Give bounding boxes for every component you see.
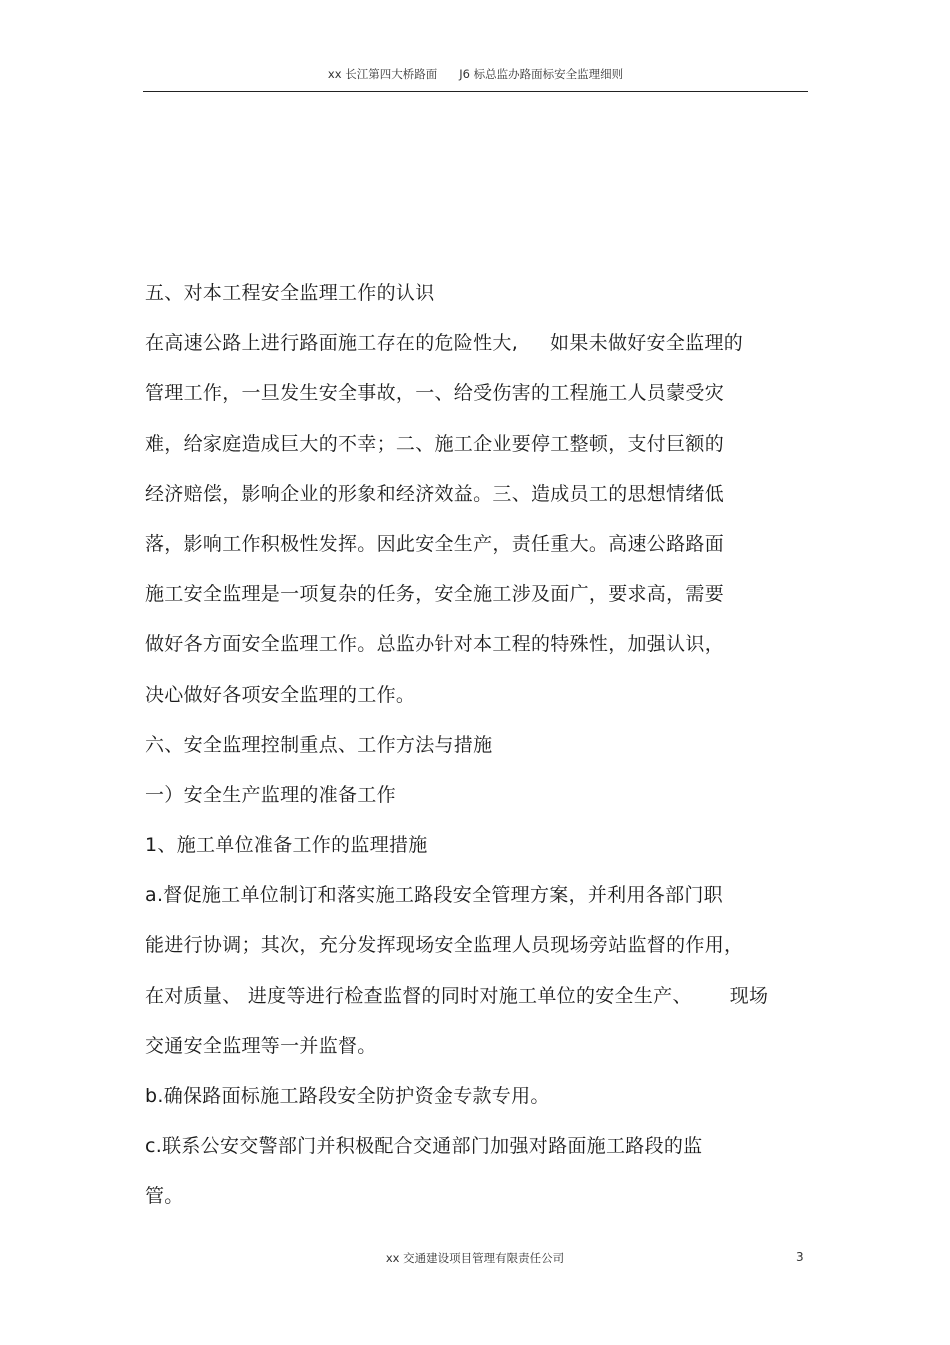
footer-company: xx 交通建设项目管理有限责任公司	[385, 1251, 565, 1265]
list-item-a: a.督促施工单位制订和落实施工路段安全管理方案，并利用各部门职	[145, 884, 723, 907]
document-body	[145, 273, 815, 1227]
paragraph-line-part: 在高速公路上进行路面施工存在的危险性大,	[145, 332, 519, 355]
paragraph-line: 施工安全监理是一项复杂的任务，安全施工涉及面广，要求高，需要	[145, 583, 725, 606]
paragraph-line: 管理工作，一旦发生安全事故，一、给受伤害的工程施工人员蒙受灾	[145, 382, 725, 405]
paragraph-line: 管。	[145, 1185, 184, 1208]
paragraph-line: 决心做好各项安全监理的工作。	[145, 683, 416, 706]
paragraph-line-part: 在对质量、 进度等进行检查监督的同时对施工单位的安全生产、	[145, 984, 692, 1007]
list-item-c: c.联系公安交警部门并积极配合交通部门加强对路面施工路段的监	[145, 1135, 703, 1158]
list-item-b: b.确保路面标施工路段安全防护资金专款专用。	[145, 1085, 550, 1107]
paragraph-line	[145, 323, 815, 373]
paragraph-line	[145, 976, 815, 1026]
header-document-title: J6 标总监办路面标安全监理细则	[459, 67, 624, 81]
paragraph-line-part: 现场	[729, 984, 769, 1007]
header-project-title: xx 长江第四大桥路面	[327, 67, 438, 81]
header-divider	[143, 91, 808, 92]
subsection-heading: 一）安全生产监理的准备工作	[145, 783, 396, 806]
page-number: 3	[796, 1250, 804, 1264]
item-heading: 1、施工单位准备工作的监理措施	[145, 834, 428, 857]
paragraph-line: 落，影响工作积极性发挥。因此安全生产，责任重大。高速公路路面	[145, 532, 725, 555]
paragraph-line: 经济赔偿，影响企业的形象和经济效益。三、造成员工的思想情绪低	[145, 482, 725, 505]
paragraph-line: 做好各方面安全监理工作。总监办针对本工程的特殊性，加强认识，	[145, 633, 725, 656]
paragraph-line: 难，给家庭造成巨大的不幸；二、施工企业要停工整顿，支付巨额的	[145, 432, 725, 455]
section-heading-5: 五、对本工程安全监理工作的认识	[145, 282, 435, 304]
paragraph-line: 交通安全监理等一并监督。	[145, 1034, 377, 1057]
section-heading-6: 六、安全监理控制重点、工作方法与措施	[145, 733, 493, 756]
paragraph-line: 能进行协调；其次，充分发挥现场安全监理人员现场旁站监督的作用，	[145, 934, 744, 957]
paragraph-line-part: 如果未做好安全监理的	[550, 332, 744, 355]
page-header	[143, 66, 808, 90]
